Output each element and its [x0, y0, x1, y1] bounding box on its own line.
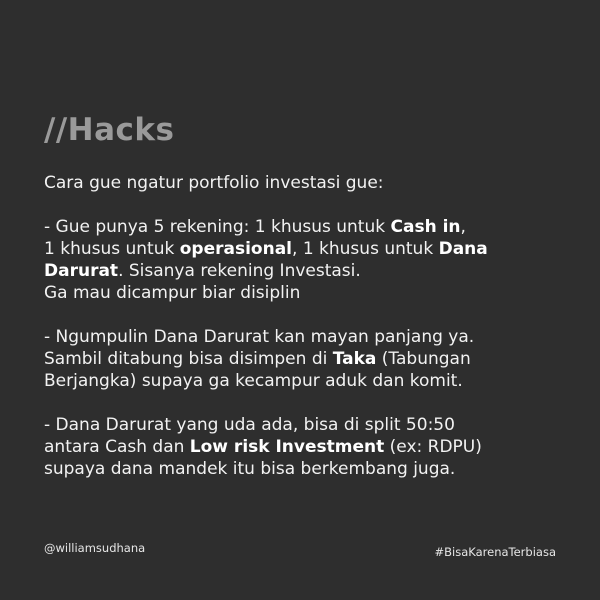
text-run: (Tabungan Berjangka) supaya ga kecampur aduk dan komit.: [44, 349, 471, 391]
text-run: - Dana Darurat yang uda ada, bisa di split 50:50 antara Cash dan: [44, 415, 455, 457]
bold-term: Dana Darurat: [44, 239, 488, 281]
post-body: [44, 172, 574, 502]
tip-paragraph-1: [44, 216, 574, 304]
intro-text: Cara gue ngatur portfolio investasi gue:: [44, 173, 384, 193]
text-run: . Sisanya rekening Investasi. Ga mau dicampur biar disiplin: [44, 261, 361, 303]
text-run: (ex: RDPU) supaya dana mandek itu bisa berkembang juga.: [44, 437, 482, 479]
text-run: - Ngumpulin Dana Darurat kan mayan panjang ya. Sambil ditabung bisa disimpen di: [44, 327, 475, 369]
text-run: , 1 khusus untuk: [292, 239, 439, 259]
text-run: , 1 khusus untuk: [44, 217, 466, 259]
bold-term: Low risk Investment: [189, 437, 385, 457]
hashtag: #BisaKarenaTerbiasa: [434, 545, 556, 559]
bold-term: Taka: [332, 349, 377, 369]
tip-paragraph-2: [44, 326, 574, 392]
bold-term: Cash in: [390, 217, 461, 237]
tip-paragraph-3: [44, 414, 574, 480]
author-handle: @williamsudhana: [44, 541, 146, 555]
post-title: //Hacks: [44, 112, 175, 148]
bold-term: operasional: [179, 239, 293, 259]
text-run: - Gue punya 5 rekening: 1 khusus untuk: [44, 217, 391, 237]
